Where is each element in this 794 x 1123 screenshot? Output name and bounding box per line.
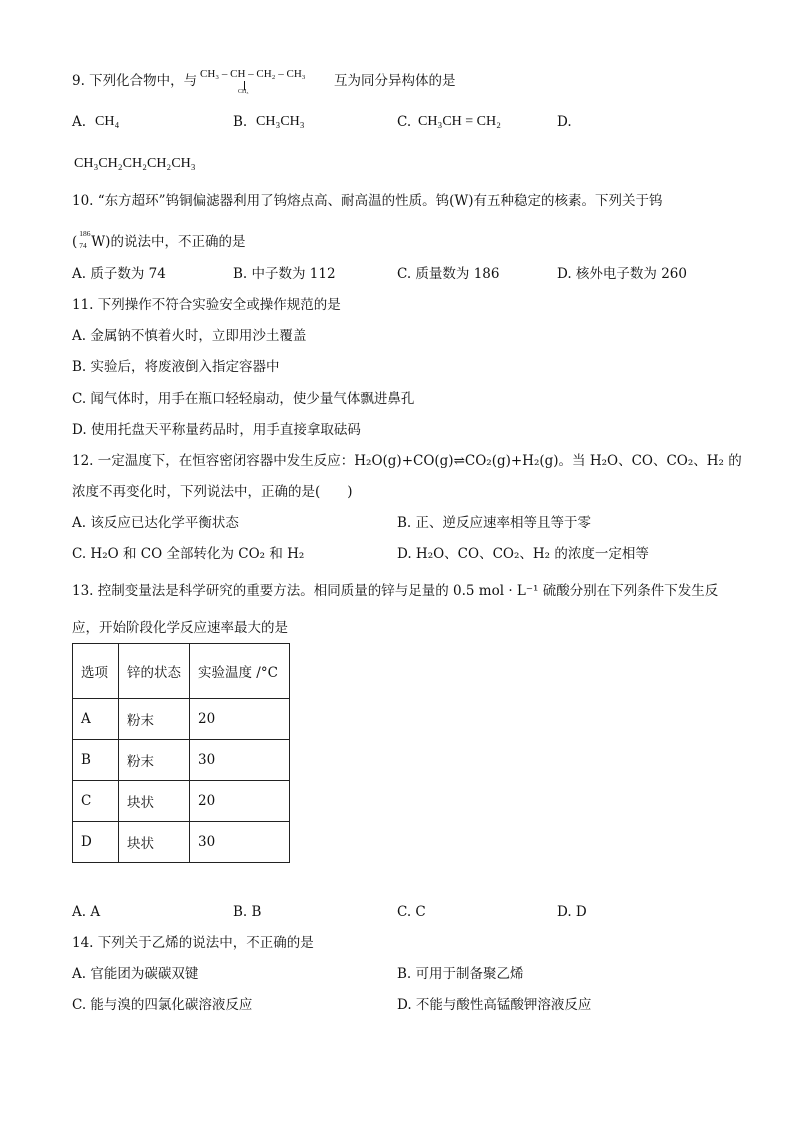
table-cell: 30 bbox=[190, 822, 290, 863]
q10-nuclide-symbol bbox=[77, 229, 91, 250]
q9-option-d-label: D. bbox=[557, 114, 572, 130]
q9-option-b: CH₃CH₃ bbox=[256, 114, 305, 129]
q11-option-d: D. 使用托盘天平称量药品时，用手直接拿取砝码 bbox=[72, 422, 361, 438]
q12-stem-line1: 12. 一定温度下，在恒容密闭容器中发生反应：H₂O(g)+CO(g)⇌CO₂(g)+H₂(g)。当 H₂O、CO、CO₂、H₂ 的 bbox=[72, 453, 742, 469]
q14-option-b: B. 可用于制备聚乙烯 bbox=[397, 966, 524, 982]
q10-mass-number: 186 bbox=[79, 229, 91, 238]
table-header-cell: 实验温度 /°C bbox=[190, 644, 290, 699]
q10-stem-line1: 10. “东方超环”钨铜偏滤器利用了钨熔点高、耐高温的性质。钨(W)有五种稳定的核素。下列关于钨 bbox=[72, 193, 663, 209]
table-header-row bbox=[73, 644, 290, 699]
q10-stem-rest: )的说法中，不正确的是 bbox=[105, 234, 246, 250]
table-cell: 20 bbox=[190, 781, 290, 822]
q14-stem: 14. 下列关于乙烯的说法中，不正确的是 bbox=[72, 935, 314, 951]
table-cell: 30 bbox=[190, 740, 290, 781]
q14-option-c: C. 能与溴的四氯化碳溶液反应 bbox=[72, 997, 253, 1013]
q12-option-a: A. 该反应已达化学平衡状态 bbox=[72, 515, 239, 531]
q9-stem-suffix: 互为同分异构体的是 bbox=[334, 73, 456, 89]
table-row bbox=[73, 740, 290, 781]
q10-open-paren: ( bbox=[72, 234, 78, 250]
table-header-cell: 选项 bbox=[73, 644, 119, 699]
table-cell: 粉末 bbox=[119, 740, 190, 781]
q9-option-c: CH₃CH = CH₂ bbox=[418, 114, 502, 129]
q9-option-a: CH₄ bbox=[95, 114, 120, 129]
q9-structural-formula bbox=[200, 68, 334, 96]
q12-stem-line2: 浓度不再变化时，下列说法中，正确的是( ) bbox=[72, 484, 353, 500]
table-row bbox=[73, 822, 290, 863]
table-cell: A bbox=[73, 699, 119, 740]
q9-structure-main-chain: CH₃ – CH – CH₂ – CH₃ bbox=[200, 68, 306, 80]
q11-stem: 11. 下列操作不符合实验安全或操作规范的是 bbox=[72, 297, 341, 313]
q10-stem-line2 bbox=[72, 229, 246, 250]
q12-option-c: C. H₂O 和 CO 全部转化为 CO₂ 和 H₂ bbox=[72, 546, 305, 562]
q13-option-d: D. D bbox=[557, 904, 587, 920]
table-cell: 块状 bbox=[119, 822, 190, 863]
q14-option-a: A. 官能团为碳碳双键 bbox=[72, 966, 199, 982]
q13-conditions-table bbox=[72, 643, 290, 863]
q11-option-b: B. 实验后，将废液倒入指定容器中 bbox=[72, 359, 280, 375]
q13-stem-line1: 13. 控制变量法是科学研究的重要方法。相同质量的锌与足量的 0.5 mol · L⁻¹ 硫酸分别在下列条件下发生反 bbox=[72, 583, 719, 599]
q14-option-d: D. 不能与酸性高锰酸钾溶液反应 bbox=[397, 997, 592, 1013]
q9-option-d: CH₃CH₂CH₂CH₂CH₃ bbox=[74, 156, 196, 171]
q9-structure-branch: CH₃ bbox=[238, 89, 249, 95]
q10-option-a: A. 质子数为 74 bbox=[72, 266, 166, 282]
q13-option-a: A. A bbox=[72, 904, 101, 920]
q11-option-a: A. 金属钠不慎着火时，立即用沙土覆盖 bbox=[72, 328, 307, 344]
q9-option-a-label: A. bbox=[72, 114, 87, 130]
q10-option-d: D. 核外电子数为 260 bbox=[557, 266, 687, 282]
table-cell: C bbox=[73, 781, 119, 822]
table-cell: 20 bbox=[190, 699, 290, 740]
q10-element-symbol: W bbox=[91, 234, 106, 250]
q13-stem-line2: 应，开始阶段化学反应速率最大的是 bbox=[72, 620, 288, 636]
table-header-cell: 锌的状态 bbox=[119, 644, 190, 699]
table-row bbox=[73, 781, 290, 822]
table-cell: 块状 bbox=[119, 781, 190, 822]
q13-option-c: C. C bbox=[397, 904, 426, 920]
q10-option-b: B. 中子数为 112 bbox=[233, 266, 336, 282]
q9-option-b-label: B. bbox=[233, 114, 248, 130]
q11-option-c: C. 闻气体时，用手在瓶口轻轻扇动，使少量气体飘进鼻孔 bbox=[72, 391, 415, 407]
table-cell: D bbox=[73, 822, 119, 863]
table-cell: 粉末 bbox=[119, 699, 190, 740]
q10-option-c: C. 质量数为 186 bbox=[397, 266, 500, 282]
q12-option-d: D. H₂O、CO、CO₂、H₂ 的浓度一定相等 bbox=[397, 546, 649, 562]
q13-option-b: B. B bbox=[233, 904, 262, 920]
table-row bbox=[73, 699, 290, 740]
q10-atomic-number: 74 bbox=[79, 241, 87, 250]
q12-option-b: B. 正、逆反应速率相等且等于零 bbox=[397, 515, 592, 531]
q9-option-c-label: C. bbox=[397, 114, 412, 130]
q9-stem-prefix: 9. 下列化合物中，与 bbox=[72, 73, 198, 89]
table-cell: B bbox=[73, 740, 119, 781]
